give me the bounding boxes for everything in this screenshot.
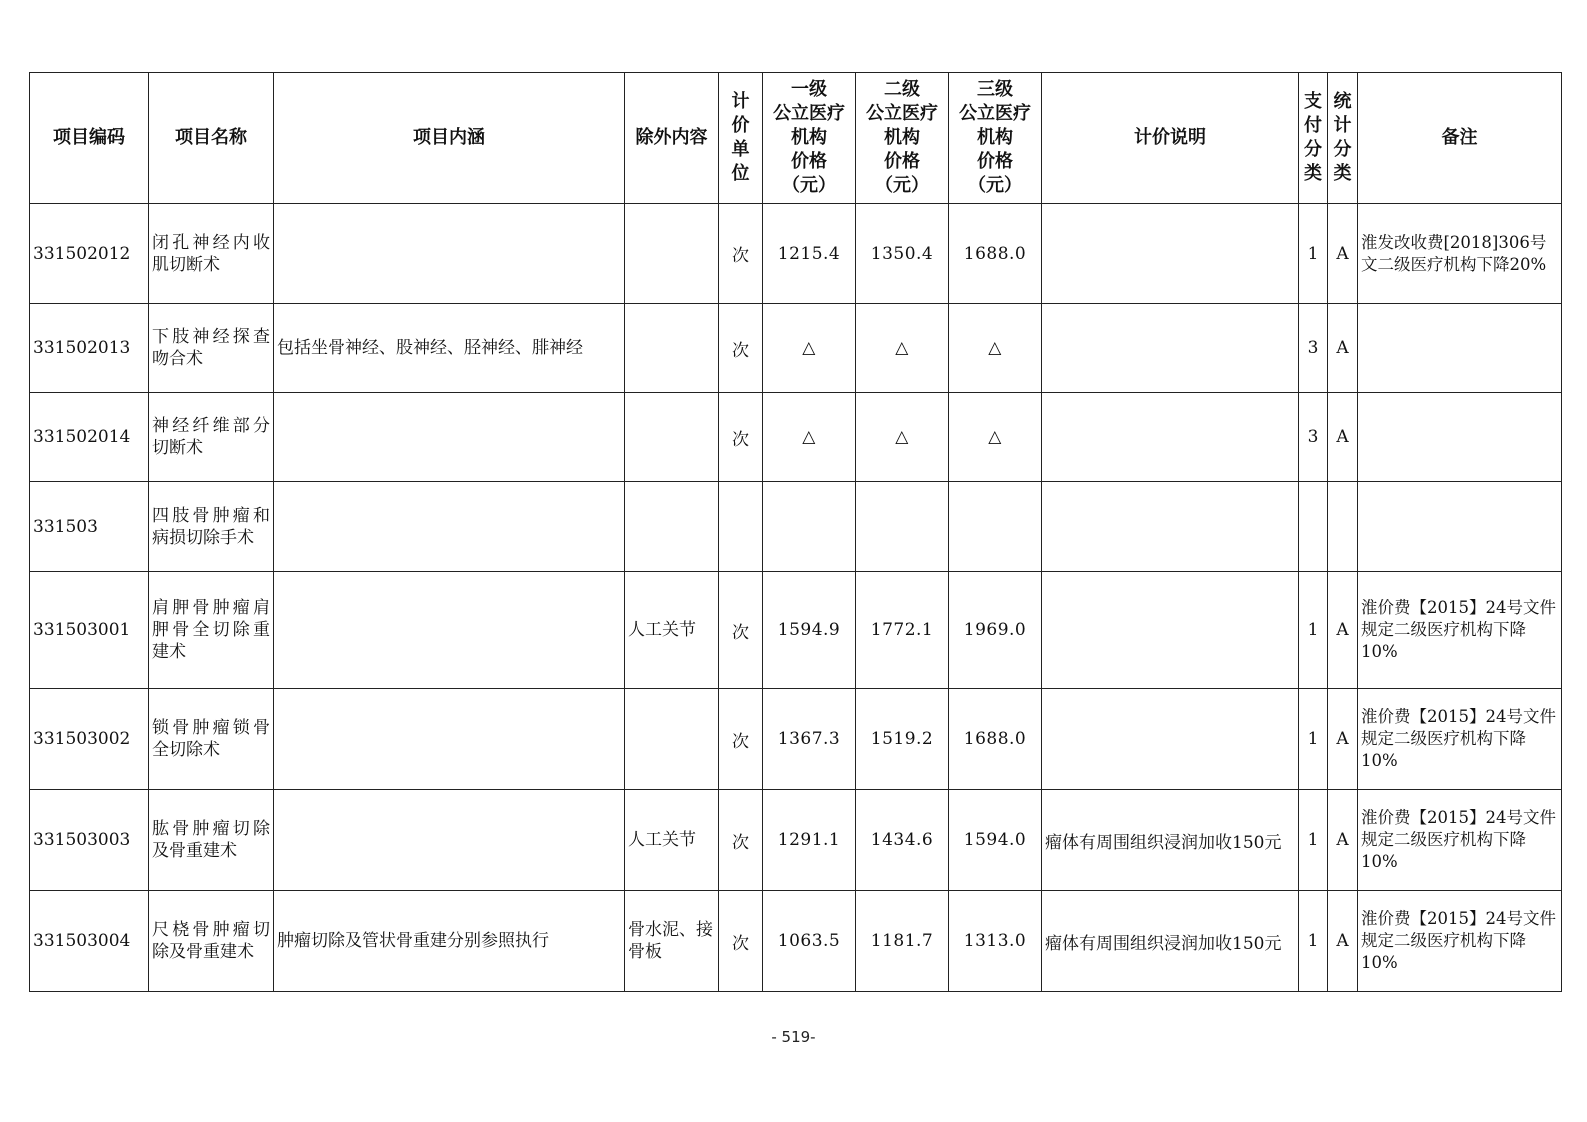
header-level2-line: 机构 [884,127,920,148]
cell-stat: A [1328,393,1358,482]
header-level3-line: （元） [968,175,1022,196]
cell-pay: 1 [1299,204,1328,304]
cell-price-level1: 1215.4 [763,204,856,304]
cell-price-level2: 1772.1 [856,572,949,689]
header-level2-price [856,73,949,204]
cell-exclude: 人工关节 [625,572,719,689]
table-row [30,790,1562,891]
cell-pay [1299,482,1328,572]
header-remarks: 备注 [1358,73,1562,204]
page-number: - 519- [771,1028,816,1046]
cell-price-level1: △ [763,393,856,482]
cell-name: 下肢神经探查吻合术 [149,304,274,393]
cell-desc: 瘤体有周围组织浸润加收150元 [1042,790,1299,891]
header-level1-line: 机构 [791,127,827,148]
cell-price-level3: 1969.0 [949,572,1042,689]
cell-price-level2: 1434.6 [856,790,949,891]
cell-price-level2: △ [856,393,949,482]
header-level1-price [763,73,856,204]
cell-price-level3 [949,482,1042,572]
pricing-table [29,72,1562,992]
cell-content [274,790,625,891]
table-row [30,393,1562,482]
table-row [30,482,1562,572]
header-level1-line: 一级 [791,79,827,100]
cell-name: 闭孔神经内收肌切断术 [149,204,274,304]
cell-name: 肩胛骨肿瘤肩胛骨全切除重建术 [149,572,274,689]
cell-exclude [625,393,719,482]
cell-desc [1042,689,1299,790]
cell-name: 四肢骨肿瘤和病损切除手术 [149,482,274,572]
header-level3-line: 公立医疗 [959,103,1031,124]
cell-desc [1042,204,1299,304]
cell-price-level2: 1181.7 [856,891,949,992]
cell-price-level1: 1367.3 [763,689,856,790]
cell-price-level3: △ [949,304,1042,393]
cell-exclude [625,304,719,393]
cell-code: 331503001 [30,572,149,689]
cell-stat: A [1328,304,1358,393]
cell-content [274,204,625,304]
cell-price-level1: 1291.1 [763,790,856,891]
cell-price-level2: 1519.2 [856,689,949,790]
header-level3-line: 价格 [977,151,1013,172]
cell-desc [1042,393,1299,482]
header-level2-line: （元） [875,175,929,196]
cell-code: 331503003 [30,790,149,891]
cell-name: 肱骨肿瘤切除及骨重建术 [149,790,274,891]
cell-content [274,393,625,482]
table-row [30,891,1562,992]
header-stat: 统计分类 [1328,73,1358,204]
cell-stat: A [1328,572,1358,689]
cell-unit: 次 [719,891,763,992]
header-level2-line: 价格 [884,151,920,172]
cell-pay: 1 [1299,891,1328,992]
table-row [30,304,1562,393]
cell-content [274,689,625,790]
cell-desc [1042,482,1299,572]
cell-price-level1: △ [763,304,856,393]
cell-price-level3: 1688.0 [949,204,1042,304]
cell-code: 331502012 [30,204,149,304]
cell-price-level1: 1594.9 [763,572,856,689]
header-exclude: 除外内容 [625,73,719,204]
cell-remarks: 淮价费【2015】24号文件规定二级医疗机构下降10% [1358,689,1562,790]
cell-pay: 3 [1299,393,1328,482]
cell-exclude: 骨水泥、接骨板 [625,891,719,992]
header-name: 项目名称 [149,73,274,204]
cell-unit: 次 [719,204,763,304]
cell-exclude [625,204,719,304]
cell-stat: A [1328,204,1358,304]
header-unit: 计价单位 [719,73,763,204]
header-level3-line: 三级 [977,79,1013,100]
table-row [30,204,1562,304]
cell-price-level1: 1063.5 [763,891,856,992]
cell-content: 肿瘤切除及管状骨重建分别参照执行 [274,891,625,992]
cell-price-level3: 1313.0 [949,891,1042,992]
cell-price-level2: 1350.4 [856,204,949,304]
cell-remarks: 淮价费【2015】24号文件规定二级医疗机构下降10% [1358,790,1562,891]
header-level2-line: 公立医疗 [866,103,938,124]
header-level3-line: 机构 [977,127,1013,148]
cell-price-level3: 1594.0 [949,790,1042,891]
cell-code: 331503002 [30,689,149,790]
cell-code: 331502013 [30,304,149,393]
cell-unit [719,482,763,572]
header-level3-price [949,73,1042,204]
cell-code: 331503004 [30,891,149,992]
cell-remarks: 淮发改收费[2018]306号文二级医疗机构下降20% [1358,204,1562,304]
cell-exclude [625,482,719,572]
cell-exclude: 人工关节 [625,790,719,891]
cell-stat: A [1328,891,1358,992]
cell-content [274,482,625,572]
cell-unit: 次 [719,572,763,689]
cell-price-level1 [763,482,856,572]
cell-price-level2 [856,482,949,572]
header-desc: 计价说明 [1042,73,1299,204]
table-row [30,572,1562,689]
cell-price-level3: 1688.0 [949,689,1042,790]
cell-remarks: 淮价费【2015】24号文件规定二级医疗机构下降10% [1358,891,1562,992]
header-level1-line: （元） [782,175,836,196]
cell-remarks [1358,482,1562,572]
header-code: 项目编码 [30,73,149,204]
header-pay: 支付分类 [1299,73,1328,204]
cell-code: 331503 [30,482,149,572]
cell-name: 神经纤维部分切断术 [149,393,274,482]
cell-price-level2: △ [856,304,949,393]
cell-pay: 3 [1299,304,1328,393]
cell-name: 尺桡骨肿瘤切除及骨重建术 [149,891,274,992]
header-row [30,73,1562,204]
cell-unit: 次 [719,393,763,482]
cell-remarks [1358,393,1562,482]
cell-price-level3: △ [949,393,1042,482]
header-content: 项目内涵 [274,73,625,204]
cell-desc [1042,572,1299,689]
cell-unit: 次 [719,304,763,393]
header-level1-line: 价格 [791,151,827,172]
cell-exclude [625,689,719,790]
cell-remarks [1358,304,1562,393]
cell-desc: 瘤体有周围组织浸润加收150元 [1042,891,1299,992]
header-level2-line: 二级 [884,79,920,100]
cell-remarks: 淮价费【2015】24号文件规定二级医疗机构下降10% [1358,572,1562,689]
cell-unit: 次 [719,689,763,790]
cell-pay: 1 [1299,790,1328,891]
cell-stat: A [1328,790,1358,891]
header-level1-line: 公立医疗 [773,103,845,124]
cell-desc [1042,304,1299,393]
cell-pay: 1 [1299,572,1328,689]
cell-name: 锁骨肿瘤锁骨全切除术 [149,689,274,790]
cell-content [274,572,625,689]
cell-content: 包括坐骨神经、股神经、胫神经、腓神经 [274,304,625,393]
table-row [30,689,1562,790]
cell-pay: 1 [1299,689,1328,790]
cell-code: 331502014 [30,393,149,482]
cell-stat [1328,482,1358,572]
cell-stat: A [1328,689,1358,790]
cell-unit: 次 [719,790,763,891]
